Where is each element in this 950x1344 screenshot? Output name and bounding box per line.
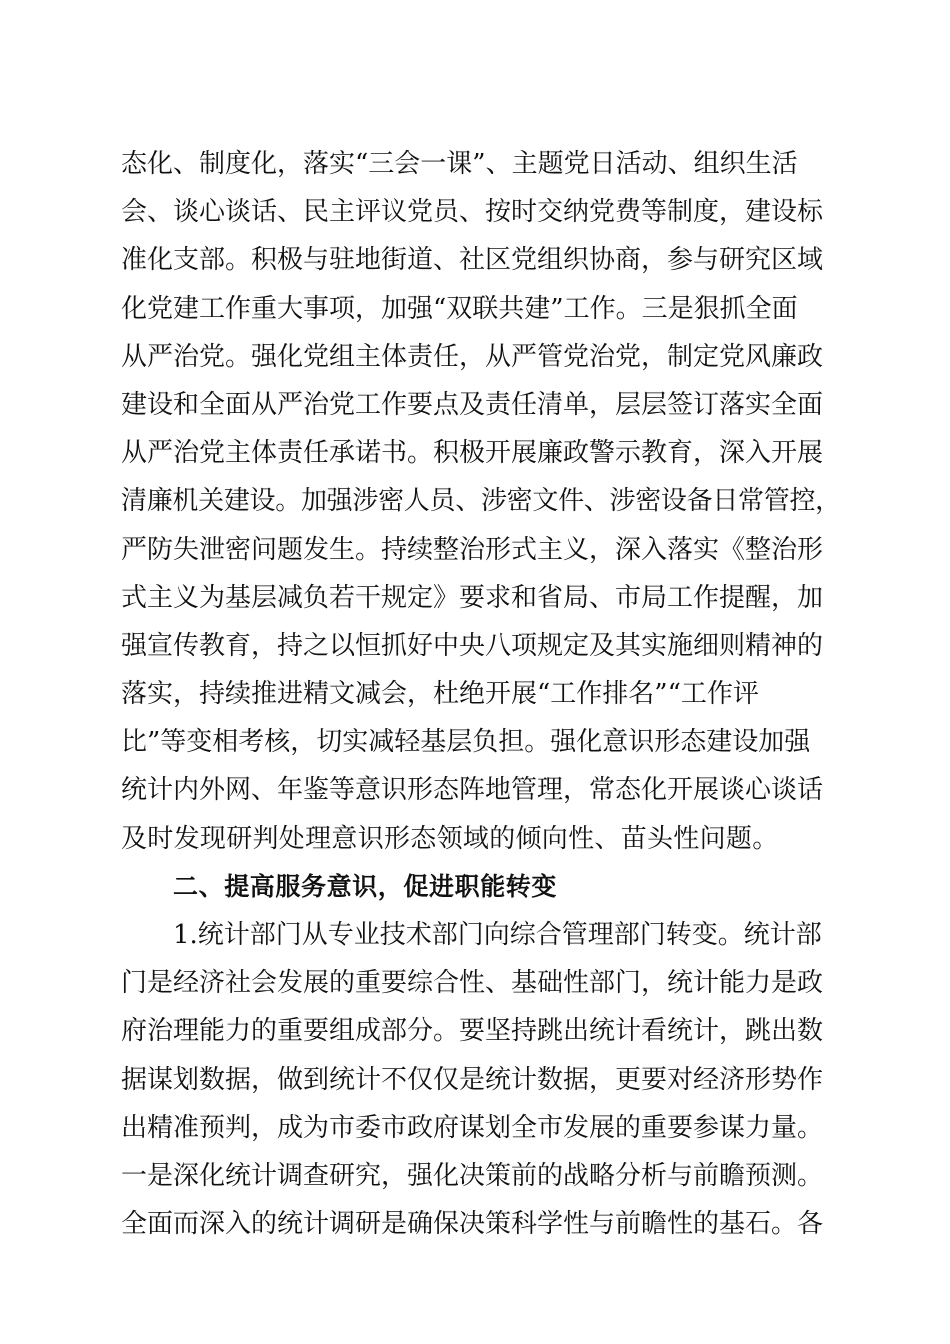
paragraph-line: 严防失泄密问题发生。持续整治形式主义，深入落实《整治形 — [121, 534, 824, 565]
paragraph-line: 统计内外网、年鉴等意识形态阵地管理，常态化开展谈心谈话 — [121, 775, 824, 806]
section-heading: 二、提高服务意识，促进职能转变 — [173, 871, 558, 901]
paragraph-line: 式主义为基层减负若干规定》要求和省局、市局工作提醒，加 — [121, 582, 824, 613]
paragraph-line: 据谋划数据，做到统计不仅仅是统计数据，更要对经济形势作 — [121, 1064, 824, 1095]
paragraph-line: 及时发现研判处理意识形态领域的倾向性、苗头性问题。 — [121, 823, 779, 854]
paragraph-line: 建设和全面从严治党工作要点及责任清单，层层签订落实全面 — [121, 389, 824, 420]
paragraph-line: 比”等变相考核，切实减轻基层负担。强化意识形态建设加强 — [121, 727, 811, 758]
paragraph-line: 出精准预判，成为市委市政府谋划全市发展的重要参谋力量。 — [121, 1112, 824, 1143]
paragraph-line: 清廉机关建设。加强涉密人员、涉密文件、涉密设备日常管控， — [121, 486, 841, 517]
paragraph-line: 落实，持续推进精文减会，杜绝开展“工作排名”“工作评 — [121, 679, 759, 710]
paragraph-line: 强宣传教育，持之以恒抓好中央八项规定及其实施细则精神的 — [121, 630, 824, 661]
paragraph-line: 1.统计部门从专业技术部门向综合管理部门转变。统计部 — [173, 920, 822, 950]
paragraph-line: 从严治党主体责任承诺书。积极开展廉政警示教育，深入开展 — [121, 438, 824, 469]
paragraph-line: 准化支部。积极与驻地街道、社区党组织协商，参与研究区域 — [121, 245, 824, 276]
document-body — [121, 140, 841, 1248]
paragraph-line: 会、谈心谈话、民主评议党员、按时交纳党费等制度，建设标 — [121, 197, 824, 228]
paragraph-line: 态化、制度化，落实“三会一课”、主题党日活动、组织生活 — [121, 149, 798, 179]
paragraph-line: 全面而深入的统计调研是确保决策科学性与前瞻性的基石。各 — [121, 1209, 824, 1240]
paragraph-line: 一是深化统计调查研究，强化决策前的战略分析与前瞻预测。 — [121, 1160, 824, 1191]
paragraph-line: 府治理能力的重要组成部分。要坚持跳出统计看统计，跳出数 — [121, 1016, 824, 1047]
paragraph-line: 化党建工作重大事项，加强“双联共建”工作。三是狠抓全面 — [121, 293, 798, 324]
paragraph-line: 从严治党。强化党组主体责任，从严管党治党，制定党风廉政 — [121, 341, 824, 372]
paragraph-line: 门是经济社会发展的重要综合性、基础性部门，统计能力是政 — [121, 968, 824, 999]
